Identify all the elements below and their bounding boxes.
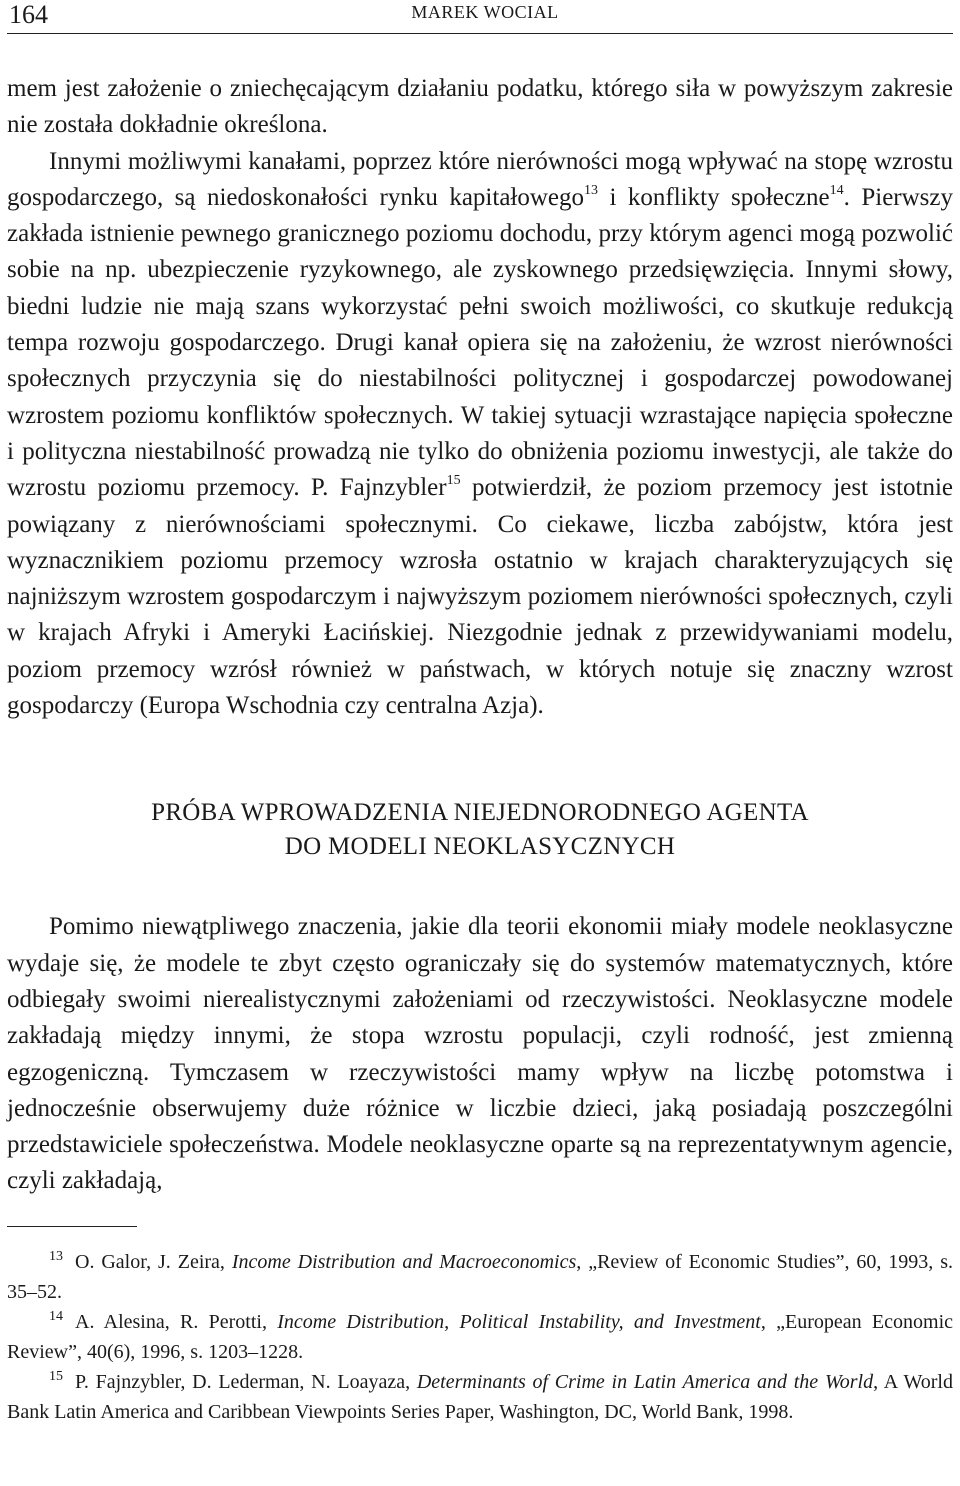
footnote-source: , A World Bank Latin America and Caribbean Viewpoints Series Paper, Washington, DC, World Bank, 1998.	[7, 1370, 953, 1423]
footnote-source: , „European Economic Review”, 40(6), 1996, s. 1203–1228.	[7, 1310, 954, 1363]
paragraph-continued	[7, 71, 953, 144]
section-heading	[7, 796, 953, 864]
paragraph	[7, 909, 953, 1199]
footnote-authors: A. Alesina, R. Perotti,	[75, 1310, 278, 1333]
footnotes	[7, 1247, 953, 1427]
footnote-ref-13[interactable]: 13	[584, 182, 599, 198]
footnote-15	[7, 1367, 953, 1427]
footnote-13	[7, 1247, 953, 1307]
footnote-authors: O. Galor, J. Zeira,	[75, 1250, 232, 1273]
paragraph-text: Innymi możliwymi kanałami, poprzez które nierówności mogą wpływać na stopę wzrostu gospodarczego, są niedoskonałości rynku kapitałowego	[7, 147, 953, 211]
running-title: MAREK WOCIAL	[411, 2, 559, 22]
footnote-mark: 14	[49, 1308, 63, 1324]
paragraph-text: . Pierwszy zakłada istnienie pewnego granicznego poziomu dochodu, przy którym agenci mogą pozwolić sobie na np. ubezpieczenie ryzykownego, ale zyskownego przedsięwzięcia. Innymi słowy, biedni ludzie nie mają szans wykorzystać pełni swoich możliwości, co skutkuje redukcją tempa rozwoju gospodarczego. Drugi kanał opiera się na założeniu, że wzrost nierówności społecznych przyczynia się do niestabilności politycznej i gospodarczej powodowanej wzrostem poziomu konfliktów społecznych. W takiej sytuacji wzrastające napięcia społeczne i polityczna niestabilność prowadzą nie tylko do obniżenia poziomu inwestycji, ale także do wzrostu poziomu przemocy. P. Fajnzybler	[7, 183, 954, 502]
section-heading-line-1: PRÓBA WPROWADZENIA NIEJEDNORODNEGO AGENTA	[151, 799, 809, 827]
footnote-title: Income Distribution, Political Instability, and Investment	[277, 1310, 761, 1333]
footnote-mark: 15	[49, 1368, 63, 1384]
paragraph-text: i konflikty społeczne	[598, 183, 830, 211]
footnote-title: Income Distribution and Macroeconomics	[231, 1250, 577, 1273]
paragraph-text: Pomimo niewątpliwego znaczenia, jakie dla teorii ekonomii miały modele neoklasyczne wydaje się, że modele te zbyt często ograniczały się do systemów matematycznych, które odbiegały swoimi nierealistycznymi założeniami od rzeczywistości. Neoklasyczne modele zakładają między innymi, że stopa wzrostu populacji, czyli rodność, jest zmienną egzogeniczną. Tymczasem w rzeczywistości mamy wpływ na liczbę potomstwa i jednocześnie obserwujemy duże różnice w liczbie dzieci, jaką posiadają poszczególni przedstawiciele społeczeństwa. Modele neoklasyczne oparte są na reprezentatywnym agencie, czyli zakładają,	[7, 913, 953, 1195]
section-text	[7, 909, 953, 1199]
paragraph-text: mem jest założenie o zniechęcającym działaniu podatku, którego siła w powyższym zakresie nie została dokładnie określona.	[7, 75, 953, 139]
footnote-14	[7, 1307, 953, 1367]
page-number: 164	[9, 0, 48, 29]
footnote-divider	[7, 1226, 137, 1227]
footnote-mark: 13	[49, 1248, 63, 1264]
footnote-authors: P. Fajnzybler, D. Lederman, N. Loayaza,	[75, 1370, 417, 1393]
footnote-ref-15[interactable]: 15	[446, 473, 461, 489]
document-page	[7, 0, 953, 1486]
section-heading-line-2: DO MODELI NEOKLASYCZNYCH	[284, 833, 676, 861]
running-header	[7, 0, 953, 34]
main-text	[7, 71, 953, 724]
footnote-ref-14[interactable]: 14	[829, 182, 844, 198]
paragraph-text: potwierdził, że poziom przemocy jest istotnie powiązany z nierównościami społecznymi. Co ciekawe, liczba zabójstw, która jest wyznacznikiem poziomu przemocy wzrosła ostatnio w krajach charakteryzujących się najniższym wzrostem gospodarczym i najwyższym poziomem nierówności społecznych, czyli w krajach Afryki i Ameryki Łacińskiej. Niezgodnie jednak z przewidywaniami modelu, poziom przemocy wzrósł również w państwach, w których notuje się znaczny wzrost gospodarczy (Europa Wschodnia czy centralna Azja).	[7, 474, 954, 720]
footnote-title: Determinants of Crime in Latin America and the World	[416, 1370, 874, 1393]
paragraph	[7, 144, 953, 725]
footnote-source: , „Review of Economic Studies”, 60, 1993, s. 35–52.	[7, 1250, 953, 1303]
